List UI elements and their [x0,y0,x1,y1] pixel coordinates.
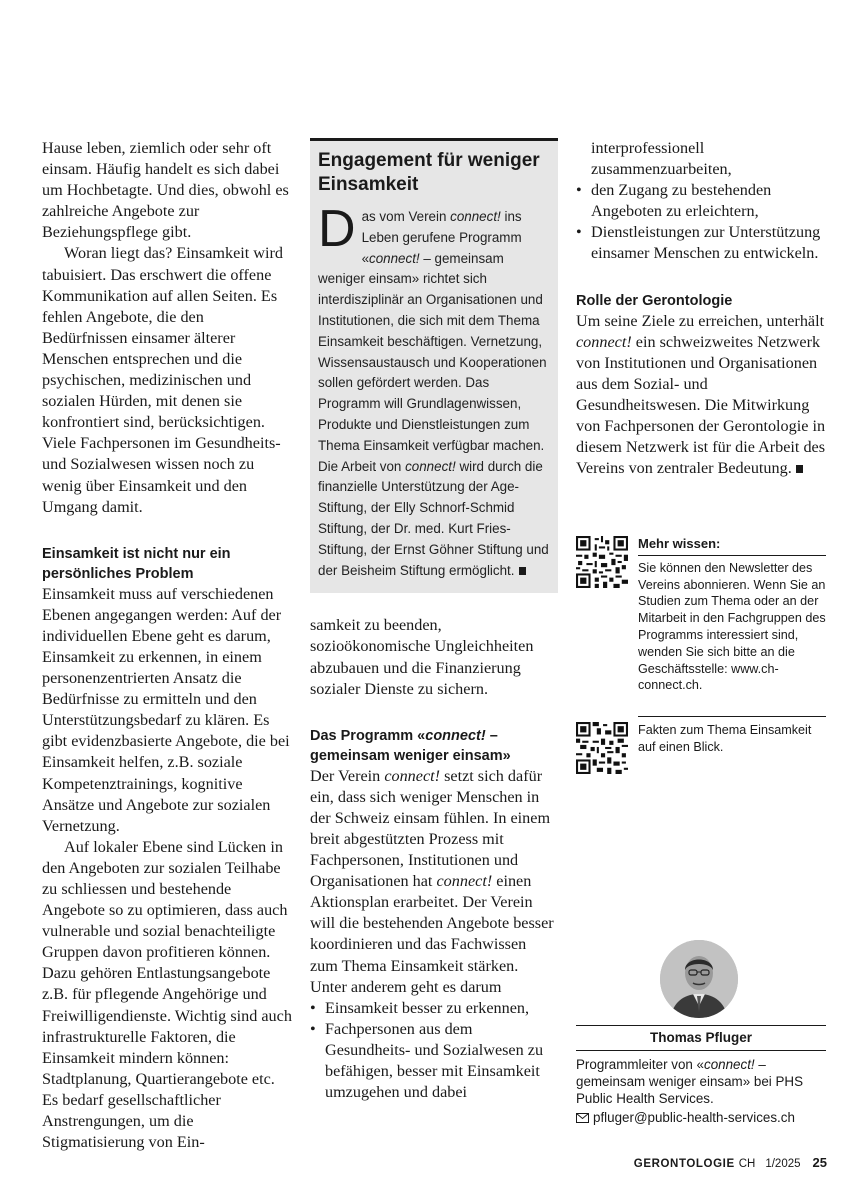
qr-code-icon[interactable] [576,722,628,774]
author-photo [660,940,738,1018]
paragraph: Einsamkeit muss auf verschiedenen Ebenen angegangen werden: Auf der individuellen Ebene geht es darum, Einsamkeit zu erkennen, in einem personenzentrierten Ansatz die Bedürfnisse zu ermitteln und den Unterstützungsbedarf zu klären. Es gibt evidenzbasierte Angebote, die bei Einsamkeit helfen, z.B. soziale Kompetenztrainings, kognitive Ansätze und Angebote zur sozialen Vernetzung. [42,584,290,835]
list-item-continued: interprofessionell zusammenzuarbeiten, [591,139,732,179]
portrait-illustration [660,940,738,1018]
paragraph: Auf lokaler Ebene sind Lücken in den Angeboten zur sozialen Teilhabe zu schliessen und bestehende Angebote so zu optimieren, dass auch vulnerable und sozial benachteiligte Gruppen davon profitieren können. Dazu gehören Entlastungsangebote z.B. für pflegende Angehörige und Freiwilligendienste. Wichtig sind auch infrastrukturelle Faktoren, die Einsamkeit mindern können: Stadtplanung, Quartierangebote etc. Es bedarf gesellschaftlicher Anstrengungen, um die Stigmatisierung von Ein- [42,837,292,1152]
column-2 [310,138,558,1103]
info-text: Fakten zum Thema Einsamkeit auf einen Blick. [638,723,812,754]
list-item: • Einsamkeit besser zu erkennen, [310,998,558,1019]
more-info-box [576,536,826,694]
box-title: Engagement für weniger Einsamkeit [318,150,540,195]
page-number: 25 [812,1155,827,1170]
paragraph: samkeit zu beenden, sozioökonomische Ungleichheiten abzubauen und die Finanzierung sozialer Dienste zu sichern. [310,616,534,698]
author-description: Programmleiter von «connect! – gemeinsam weniger einsam» bei PHS Public Health Services. [576,1057,804,1106]
list-item: • den Zugang zu bestehenden Angeboten zu erleichtern, [576,180,826,222]
section-heading: Einsamkeit ist nicht nur ein persönliches Problem [42,545,231,582]
author-email[interactable] [576,1110,826,1125]
info-text: Sie können den Newsletter des Vereins abonnieren. Wenn Sie an Studien zum Thema oder an der Mitarbeit in den Fachgruppen des Programms interessiert sind, wenden Sie sich bitte an die Geschäftsstelle: www.ch-connect.ch. [638,560,826,693]
column-1 [42,138,292,1153]
mail-icon [576,1113,589,1123]
section-heading: Rolle der Gerontologie [576,292,733,309]
drop-cap: D [318,200,356,258]
author-block [576,1025,826,1125]
email-link[interactable]: pfluger@public-health-services.ch [593,1110,795,1126]
list-item: • Dienstleistungen zur Unterstützung einsamer Menschen zu entwickeln. [576,222,826,264]
paragraph: Woran liegt das? Einsamkeit wird tabuisiert. Das erschwert die offene Kommunikation auf allen Seiten. Es fehlen Angebote, die den Bedürfnissen einsamer älterer Menschen entsprechen und die psychischen, medizinischen und sozialen Hürden, mit denen sie konfrontiert sind, berücksichtigen. Viele Fachpersonen im Gesundheits- und Sozialwesen wissen noch zu wenig über Einsamkeit und den Umgang damit. [42,244,283,516]
box-text: Das vom Verein connect! ins Leben gerufene Programm «connect! – gemeinsam weniger einsam» richtet sich interdisziplinär an Organisationen und Institutionen, die sich mit dem Thema Einsamkeit beschäftigen. Vernetzung, Wissensaustausch und Kooperationen sollen gefördert werden. Das Programm will Grundlagenwissen, Produkte und Dienstleistungen zum Thema Einsamkeit verfügbar machen. Die Arbeit von connect! wird durch die finanzielle Unterstützung der Age-Stiftung, der Elly Schnorf-Schmid Stiftung, der Dr. med. Kurt Fries-Stiftung, der Ernst Göhner Stiftung und der Beisheim Stiftung ermöglicht. [318,200,549,578]
bullet-list [576,138,826,265]
info-box [310,138,558,593]
qr-code-icon[interactable] [576,536,628,588]
magazine-region: CH [738,1158,756,1170]
column-3 [576,138,826,479]
author-name: Thomas Pfluger [576,1025,826,1051]
section-heading: Das Programm «connect! – gemeinsam weniger einsam» [310,727,511,764]
bullet-list [310,998,558,1103]
page-footer [634,1155,827,1170]
facts-box [576,722,826,756]
end-mark [796,465,803,473]
magazine-name: GERONTOLOGIE [633,1158,735,1170]
info-title: Mehr wissen: [638,536,826,556]
paragraph: Um seine Ziele zu erreichen, unterhält connect! ein schweizweites Netzwerk von Institutionen und Organisationen aus dem Sozial- und Gesundheitswesen. Die Mitwirkung von Fachpersonen der Gerontologie in diesem Netzwerk ist für die Arbeit des Vereins von zentraler Bedeutung. [576,311,826,478]
paragraph: Der Verein connect! setzt sich dafür ein, dass sich weniger Menschen in der Schweiz einsam fühlen. In einem breit abgestützten Prozess mit Fachpersonen, Institutionen und Organisationen hat connect! einen Aktionsplan erarbeitet. Der Verein will die bestehenden Angebote besser koordinieren und das Fachwissen zum Thema Einsamkeit stärken. Unter anderem geht es darum [310,766,554,996]
paragraph: Hause leben, ziemlich oder sehr oft einsam. Häufig handelt es sich dabei um Hochbetagte. Und dies, obwohl es zahlreiche Angebote zur Beziehungspflege gibt. [42,139,289,242]
list-item: • Fachpersonen aus dem Gesundheits- und Sozialwesen zu befähigen, besser mit Einsamkeit umzugehen und dabei [310,1019,558,1103]
end-mark [519,567,526,575]
issue-number: 1/2025 [765,1158,801,1170]
